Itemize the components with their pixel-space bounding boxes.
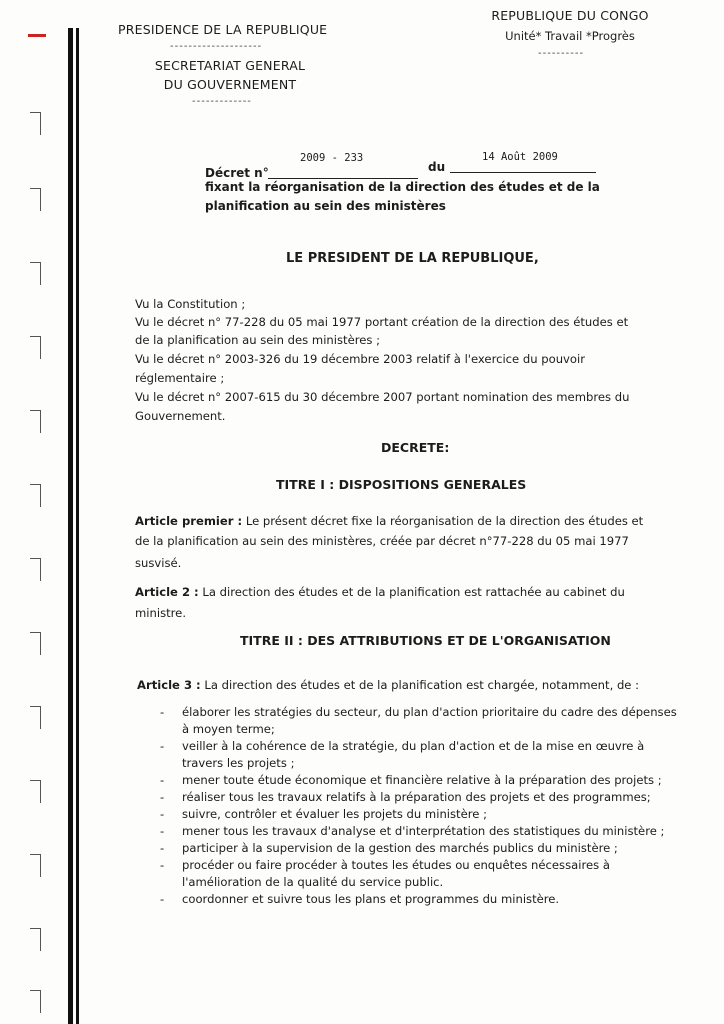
binding-tick — [30, 706, 41, 729]
article-3-intro: La direction des études et de la planification est chargée, notamment, de : — [200, 678, 640, 692]
national-motto: Unité* Travail *Progrès — [505, 29, 635, 43]
list-item: - veiller à la cohérence de la stratégie, du plan d'action et de la mise en œuvre à travers les projets ; — [160, 739, 645, 770]
binding-tick — [30, 928, 41, 951]
header-divider: ------------- — [192, 96, 252, 107]
titre-2-heading: TITRE II : DES ATTRIBUTIONS ET DE L'ORGANISATION — [240, 633, 611, 648]
binding-bar — [68, 28, 73, 1024]
list-item: - suivre, contrôler et évaluer les projets du ministère ; — [160, 807, 487, 821]
vu-line: Vu le décret n° 77-228 du 05 mai 1977 portant création de la direction des études et — [135, 315, 629, 329]
decree-date-line — [450, 172, 596, 173]
binding-tick — [30, 990, 41, 1013]
decree-subject-2: planification au sein des ministères — [205, 199, 446, 213]
binding-tick — [30, 780, 41, 803]
article-1-text: Le présent décret fixe la réorganisation de la direction des études et — [242, 514, 644, 528]
binding-margin — [0, 0, 52, 1024]
secretariat-title: SECRETARIAT GENERAL — [154, 58, 306, 73]
red-mark — [28, 34, 46, 37]
binding-tick — [30, 188, 41, 211]
du-label: du — [428, 160, 446, 174]
vu-line: Gouvernement. — [135, 409, 226, 423]
gouvernement-title: DU GOUVERNEMENT — [163, 77, 297, 92]
president-heading: LE PRESIDENT DE LA REPUBLIQUE, — [286, 251, 539, 266]
article-2-label: Article 2 : — [135, 585, 199, 599]
article-1-label: Article premier : — [135, 514, 243, 528]
article-1-line: de la planification au sein des ministères, créée par décret n°77-228 du 05 mai 1977 — [135, 534, 629, 548]
list-item: - réaliser tous les travaux relatifs à la préparation des projets et des programmes; — [160, 790, 651, 804]
article-3 — [137, 678, 639, 692]
decrete-heading: DECRETE: — [381, 440, 450, 455]
binding-tick — [30, 336, 41, 359]
list-item: - élaborer les stratégies du secteur, du plan d'action prioritaire du cadre des dépenses à moyen terme; — [160, 705, 677, 736]
list-item: - mener tous les travaux d'analyse et d'interprétation des statistiques du ministère ; — [160, 824, 665, 838]
list-item: - mener toute étude économique et financière relative à la préparation des projets ; — [160, 773, 662, 787]
binding-tick — [30, 632, 41, 655]
binding-tick — [30, 484, 41, 507]
decree-number: 2009 - 233 — [300, 152, 364, 164]
article-1 — [135, 514, 643, 528]
binding-tick — [30, 262, 41, 285]
list-item: - coordonner et suivre tous les plans et programmes du ministère. — [160, 892, 560, 906]
binding-tick — [30, 854, 41, 877]
article-3-label: Article 3 : — [137, 678, 201, 692]
binding-tick — [30, 558, 41, 581]
vu-line: Vu le décret n° 2003-326 du 19 décembre 2003 relatif à l'exercice du pouvoir — [135, 352, 585, 366]
list-item: - participer à la supervision de la gestion des marchés publics du ministère ; — [160, 841, 618, 855]
header-divider: -------------------- — [170, 41, 263, 52]
article-2-line: ministre. — [135, 606, 186, 620]
decree-subject-1: fixant la réorganisation de la direction des études et de la — [205, 180, 600, 194]
republique-title: REPUBLIQUE DU CONGO — [491, 8, 649, 23]
decret-label: Décret n° — [205, 166, 269, 180]
titre-1-heading: TITRE I : DISPOSITIONS GENERALES — [276, 477, 527, 492]
vu-line: Vu le décret n° 2007-615 du 30 décembre 2007 portant nomination des membres du — [135, 390, 630, 404]
article-2-text: La direction des études et de la planification est rattachée au cabinet du — [198, 585, 625, 599]
binding-tick — [30, 410, 41, 433]
article-1-line: susvisé. — [135, 556, 182, 570]
article-3-list — [160, 704, 680, 908]
decree-number-line — [268, 178, 418, 179]
list-item: - procéder ou faire procéder à toutes les études ou enquêtes nécessaires à l'amélioration de la qualité du service public. — [160, 858, 610, 889]
decree-date: 14 Août 2009 — [482, 151, 558, 163]
vu-line: réglementaire ; — [135, 371, 225, 385]
binding-bar — [76, 28, 79, 1024]
header-divider: ---------- — [538, 48, 585, 59]
binding-tick — [30, 112, 41, 135]
presidence-title: PRESIDENCE DE LA REPUBLIQUE — [118, 22, 328, 37]
vu-line: de la planification au sein des ministères ; — [135, 333, 380, 347]
article-2 — [135, 585, 625, 599]
vu-line: Vu la Constitution ; — [135, 297, 246, 311]
